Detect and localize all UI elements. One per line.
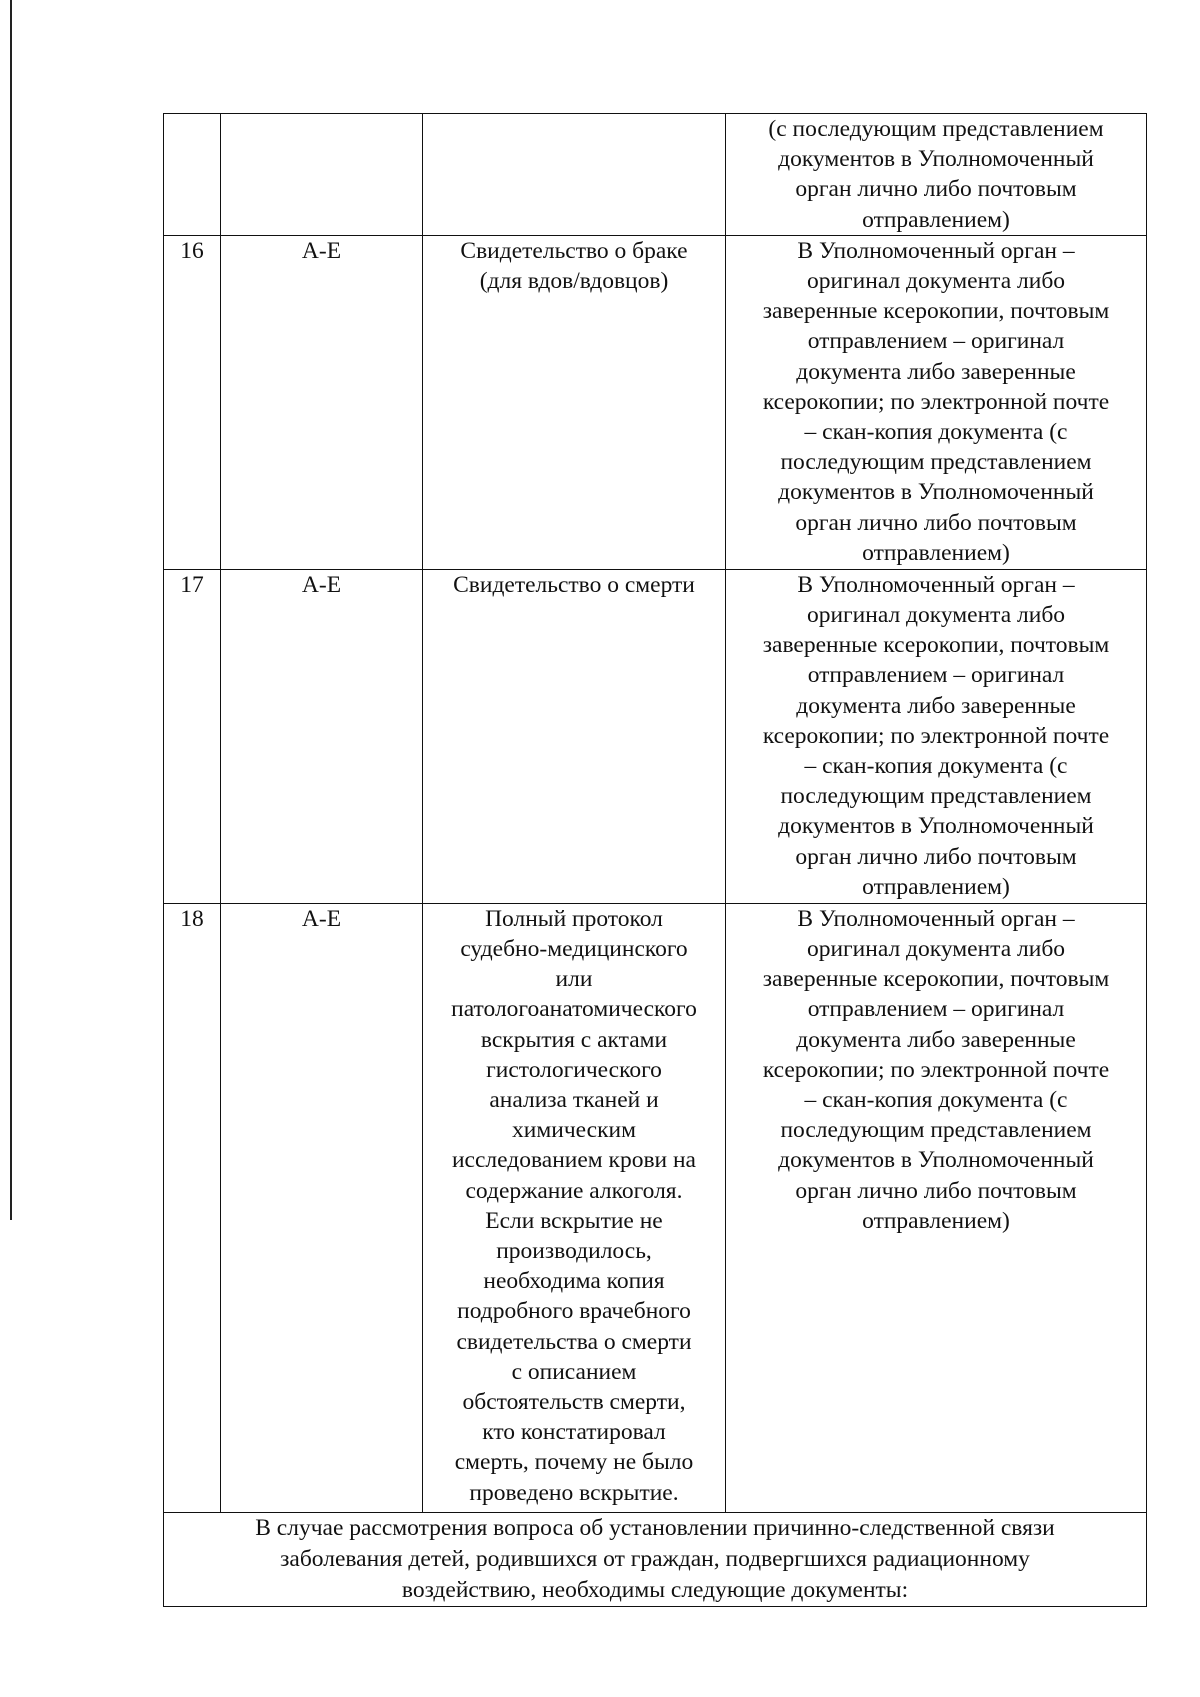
- documents-table: [163, 113, 1147, 1607]
- submission-text: В Уполномоченный орган – оригинал документа либо заверенные ксерокопии, почтовым отправлением – оригинал документа либо заверенные ксерокопии; по электронной почте – скан-копия документа (с последующим представлением документов в Уполномоченный орган лично либо почтовым отправлением): [762, 571, 1110, 900]
- document-cell: [423, 114, 726, 236]
- row-number: 16: [180, 237, 204, 264]
- submission-cell: [726, 903, 1147, 1512]
- row-number: 17: [180, 571, 204, 598]
- submission-cell: [726, 235, 1147, 569]
- row-number-cell: [164, 114, 221, 236]
- row-number-cell: [164, 235, 221, 569]
- document-cell: [423, 235, 726, 569]
- table-row: [164, 569, 1147, 903]
- category-cell: [221, 903, 423, 1512]
- footer-note: В случае рассмотрения вопроса об установлении причинно-следственной связи заболевания детей, родившихся от граждан, подвергшихся радиационному воздействию, необходимы следующие документы:: [255, 1514, 1055, 1603]
- table-row: [164, 903, 1147, 1512]
- category-cell: [221, 114, 423, 236]
- footer-row: [164, 1512, 1147, 1606]
- document-cell: [423, 903, 726, 1512]
- footer-note-cell: [164, 1512, 1147, 1606]
- submission-cell: [726, 569, 1147, 903]
- category-label: А-Е: [301, 237, 342, 264]
- document-name: Полный протокол судебно-медицинского или патологоанатомического вскрытия с актами гистологического анализа тканей и химическим исследованием крови на содержание алкоголя. Если вскрытие не производилось, необходима копия подробного врачебного свидетельства о смерти с описанием обстоятельств смерти, кто констатировал смерть, почему не было проведено вскрытие.: [451, 905, 697, 1506]
- document-cell: [423, 569, 726, 903]
- document-name: Свидетельство о смерти: [453, 571, 695, 598]
- row-number-cell: [164, 903, 221, 1512]
- category-label: А-Е: [301, 905, 342, 932]
- table-row: [164, 235, 1147, 569]
- row-number: 18: [180, 905, 204, 932]
- submission-cell: [726, 114, 1147, 236]
- submission-text: В Уполномоченный орган – оригинал документа либо заверенные ксерокопии, почтовым отправлением – оригинал документа либо заверенные ксерокопии; по электронной почте – скан-копия документа (с последующим представлением документов в Уполномоченный орган лично либо почтовым отправлением): [762, 905, 1110, 1234]
- document-name: Свидетельство о браке (для вдов/вдовцов): [460, 237, 688, 295]
- category-cell: [221, 569, 423, 903]
- submission-text: (с последующим представлением документов в Уполномоченный орган лично либо почтовым отправлением): [768, 116, 1104, 233]
- submission-text: В Уполномоченный орган – оригинал документа либо заверенные ксерокопии, почтовым отправлением – оригинал документа либо заверенные ксерокопии; по электронной почте – скан-копия документа (с последующим представлением документов в Уполномоченный орган лично либо почтовым отправлением): [762, 237, 1110, 566]
- category-label: А-Е: [301, 571, 342, 598]
- category-cell: [221, 235, 423, 569]
- row-number-cell: [164, 569, 221, 903]
- table-row: [164, 114, 1147, 236]
- scan-edge-line: [10, 0, 12, 1220]
